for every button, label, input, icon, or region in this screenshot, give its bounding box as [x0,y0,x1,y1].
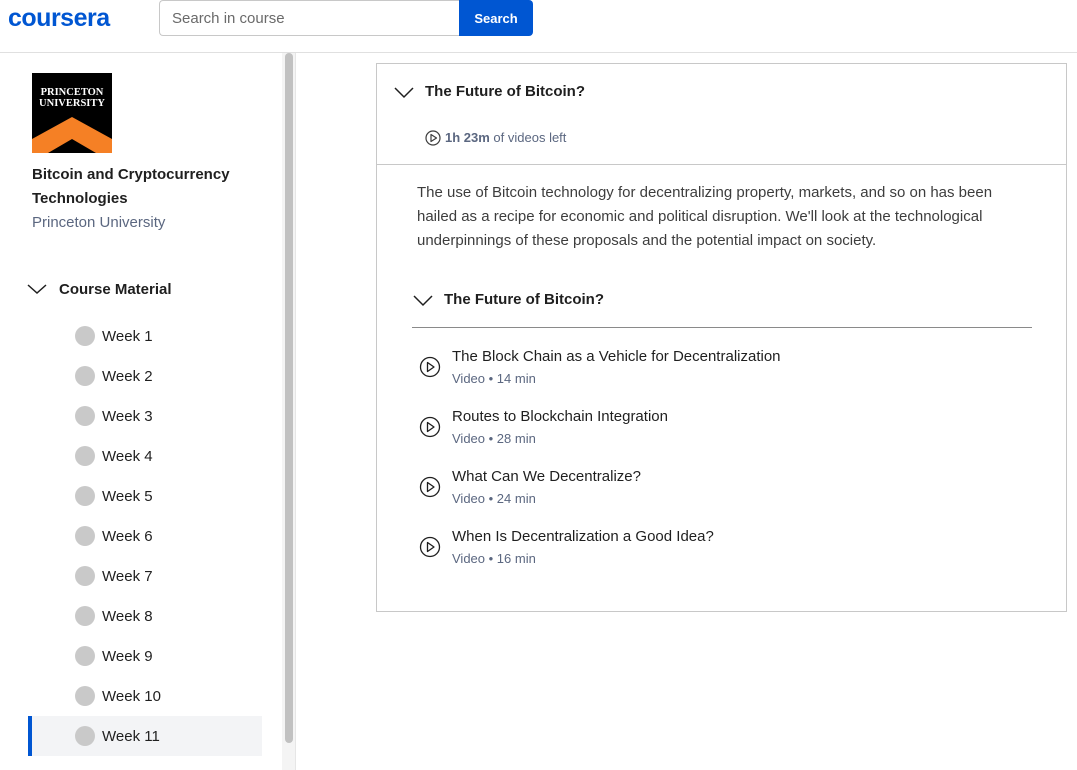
lesson-meta: Video • 24 min [452,491,536,506]
top-header [0,0,1077,53]
progress-circle-icon [75,406,95,426]
week-label: Week 4 [102,447,153,465]
chevron-down-icon [394,86,414,100]
coursera-logo[interactable]: coursera [8,4,110,32]
week-label: Week 2 [102,367,153,385]
chevron-down-icon[interactable] [413,294,433,308]
videos-time-left [445,130,566,145]
lesson-item[interactable] [417,348,1017,398]
progress-circle-icon [75,566,95,586]
module-title: The Future of Bitcoin? [425,83,585,100]
princeton-shield-icon [32,73,112,153]
lesson-title[interactable]: Routes to Blockchain Integration [452,408,668,425]
progress-circle-icon [75,646,95,666]
play-circle-icon [425,130,441,146]
sidebar-week-item[interactable] [28,716,262,756]
progress-circle-icon [75,446,95,466]
week-label: Week 11 [102,727,160,745]
sidebar-week-item[interactable] [28,356,262,396]
lesson-title[interactable]: The Block Chain as a Vehicle for Decentralization [452,348,781,365]
time-left-value: 1h 23m [445,130,490,145]
sidebar-week-item[interactable] [28,556,262,596]
lesson-meta: Video • 14 min [452,371,536,386]
sidebar-week-item[interactable] [28,396,262,436]
time-left-suffix: of videos left [489,130,567,145]
lesson-title[interactable]: When Is Decentralization a Good Idea? [452,528,714,545]
course-material-toggle[interactable] [26,277,266,301]
search-button[interactable]: Search [459,0,533,36]
sidebar-week-item[interactable] [28,436,262,476]
week-label: Week 9 [102,647,153,665]
chevron-down-icon [26,282,48,296]
lesson-title[interactable]: What Can We Decentralize? [452,468,641,485]
sidebar-week-item[interactable] [28,636,262,676]
play-circle-icon [419,416,441,438]
progress-circle-icon [75,606,95,626]
module-description: The use of Bitcoin technology for decentralizing property, markets, and so on has been hailed as a recipe for economic and political disruption. We'll look at the technological underpinnings of these proposals and the potential impact on society. [417,184,993,249]
sidebar-scrollbar-thumb[interactable] [285,53,293,743]
princeton-logo-text [32,87,112,109]
sidebar-week-item[interactable] [28,516,262,556]
play-circle-icon [419,476,441,498]
sidebar-week-item[interactable] [28,596,262,636]
logo-text-line1: PRINCETON [40,87,104,98]
week-label: Week 1 [102,327,153,345]
sidebar-week-item[interactable] [28,316,262,356]
lesson-meta: Video • 16 min [452,551,536,566]
logo-text-line2: UNIVERSITY [39,98,105,109]
progress-circle-icon [75,686,95,706]
play-circle-icon [419,356,441,378]
lesson-item[interactable] [417,528,1017,578]
play-circle-icon [419,536,441,558]
sidebar [0,53,282,770]
week-label: Week 10 [102,687,161,705]
week-label: Week 8 [102,607,153,625]
search-input[interactable] [159,0,460,36]
progress-circle-icon [75,326,95,346]
week-label: Week 6 [102,527,153,545]
week-label: Week 7 [102,567,153,585]
lesson-item[interactable] [417,468,1017,518]
lesson-group-title[interactable]: The Future of Bitcoin? [444,291,604,308]
sidebar-week-item[interactable] [28,676,262,716]
progress-circle-icon [75,366,95,386]
sidebar-week-item[interactable] [28,476,262,516]
module-card [376,63,1067,612]
progress-circle-icon [75,486,95,506]
week-label: Week 3 [102,407,153,425]
progress-circle-icon [75,726,95,746]
lesson-meta: Video • 28 min [452,431,536,446]
divider [412,327,1032,328]
lesson-item[interactable] [417,408,1017,458]
week-label: Week 5 [102,487,153,505]
course-organization: Princeton University [32,214,166,231]
princeton-university-logo [32,73,112,153]
module-header[interactable] [377,64,1066,165]
progress-circle-icon [75,526,95,546]
course-title[interactable]: Bitcoin and Cryptocurrency Technologies [32,166,230,207]
course-material-label: Course Material [59,280,172,298]
